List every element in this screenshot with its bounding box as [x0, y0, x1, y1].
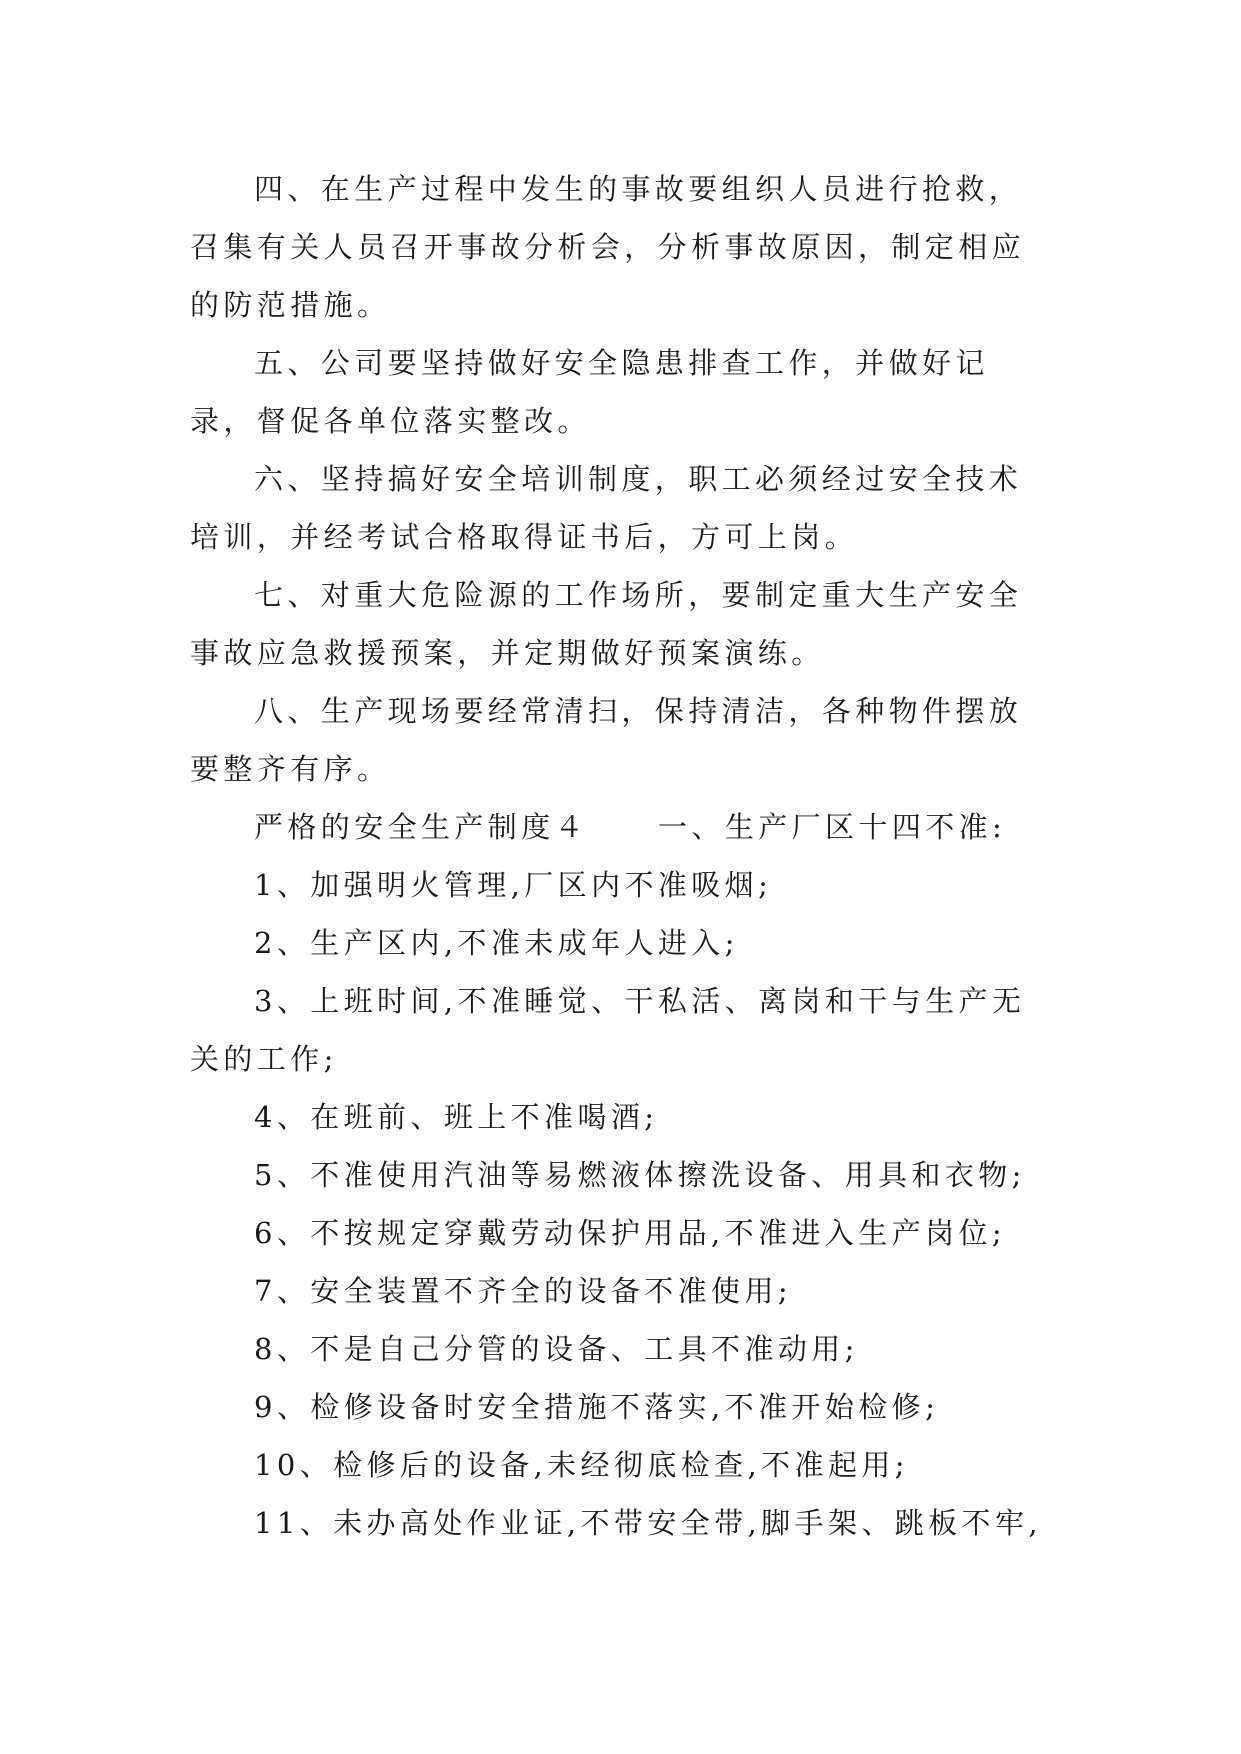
- rule-item: 2、生产区内,不准未成年人进入;: [254, 926, 739, 960]
- rule-item: 5、不准使用汽油等易燃液体擦洗设备、用具和衣物;: [254, 1158, 1026, 1192]
- paragraph-5: 五、公司要坚持做好安全隐患排查工作，并做好记录，督促各单位落实整改。: [190, 346, 989, 438]
- rule-item: 1、加强明火管理,厂区内不准吸烟;: [254, 868, 773, 902]
- rule-item: 7、安全装置不齐全的设备不准使用;: [254, 1274, 793, 1308]
- rule-item: 10、检修后的设备,未经彻底检查,不准起用;: [254, 1448, 909, 1482]
- rule-item: 3、上班时间,不准睡觉、干私活、离岗和干与生产无关的工作;: [190, 984, 1026, 1076]
- rule-item: 9、检修设备时安全措施不落实,不准开始检修;: [254, 1390, 940, 1424]
- document-body: [190, 160, 1050, 1552]
- rule-item: 4、在班前、班上不准喝酒;: [254, 1100, 659, 1134]
- section-heading-line: [190, 798, 1050, 856]
- rule-item: 11、未办高处作业证,不带安全带,脚手架、跳板不牢,: [254, 1506, 1042, 1540]
- rule-item: 6、不按规定穿戴劳动保护用品,不准进入生产岗位;: [254, 1216, 1007, 1250]
- paragraph-4: 四、在生产过程中发生的事故要组织人员进行抢救，召集有关人员召开事故分析会，分析事故原因，制定相应的防范措施。: [190, 172, 1026, 322]
- rule-item: 8、不是自己分管的设备、工具不准动用;: [254, 1332, 859, 1366]
- paragraph-6: 六、坚持搞好安全培训制度，职工必须经过安全技术培训，并经考试合格取得证书后，方可上岗。: [190, 462, 1023, 554]
- section-subtitle: 一、生产厂区十四不准:: [658, 810, 1007, 844]
- section-title: 严格的安全生产制度４: [254, 810, 589, 844]
- paragraph-7: 七、对重大危险源的工作场所，要制定重大生产安全事故应急救援预案，并定期做好预案演练。: [190, 578, 1023, 670]
- paragraph-8: 八、生产现场要经常清扫，保持清洁，各种物件摆放要整齐有序。: [190, 694, 1023, 786]
